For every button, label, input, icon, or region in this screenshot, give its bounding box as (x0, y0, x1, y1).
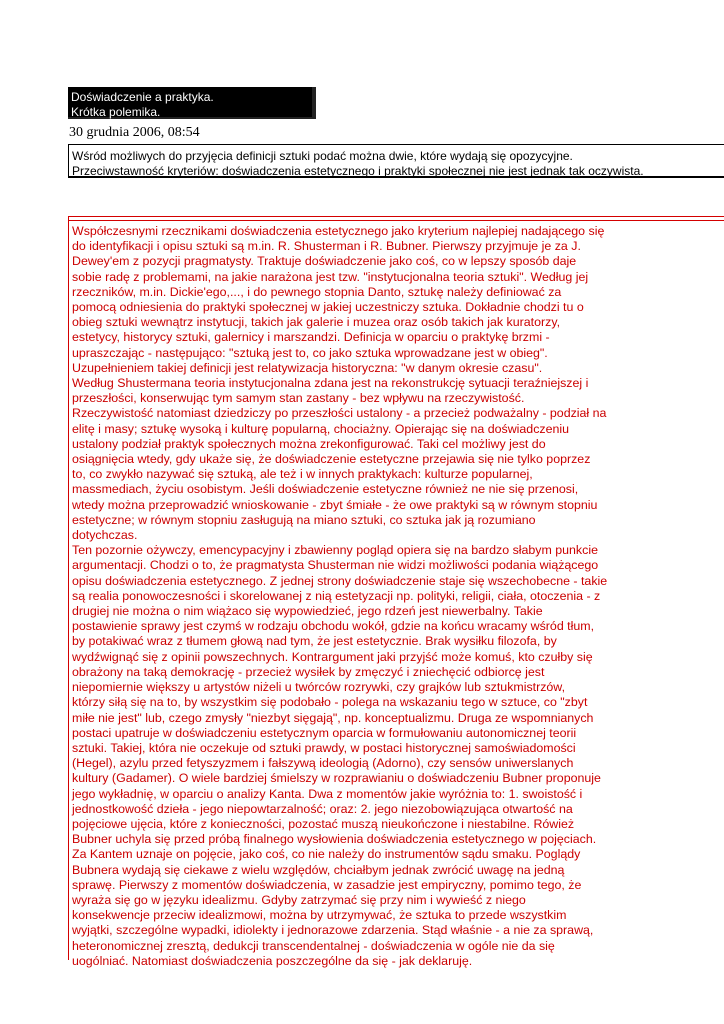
article-line: obrażony na taką demokrację - przecież wysiłek by zmęczyć i zniechęcić odbiorcę jest (72, 664, 545, 679)
article-line: argumentacji. Chodzi o to, że pragmatysta Shusterman nie widzi możliwości podania wiążącego (72, 558, 599, 573)
article-line: Dewey'em z pozycji pragmatysty. Traktuje doświadczenie jako coś, co w lepszy sposób daje (72, 254, 577, 269)
article-line: obieg sztuki wewnątrz instytucji, takich jak galerie i muzea oraz osób takich jak kuratorzy, (72, 315, 561, 330)
article-line: sobie radę z problemami, na jakie narażona jest tzw. "instytucjonalna teoria sztuki". Według jej (72, 269, 589, 284)
article-line: heteronomicznej zresztą, dedukcji transcendentalnej - doświadczenia w ogóle nie da się (72, 938, 555, 953)
intro-line: Wśród możliwych do przyjęcia definicji sztuki podać można dwie, które wydają się opozycyjne. (72, 149, 573, 163)
article-line: sztuki. Takiej, która nie oczekuje od sztuki prawdy, w postaci historycznej samoświadomości (72, 740, 576, 755)
article-line: jego wykładnię, w oparciu o analizy Kanta. Dwa z momentów jakie wyróżnia to: 1. swoistość i (72, 786, 583, 801)
article-line: postaci upatruje w doświadczeniu estetycznym oparcia w formułowaniu autonomicznej teorii (72, 725, 577, 740)
article-line: osiągnięcia wtedy, gdy ukaże się, że doświadczenie estetyczne przejawia się nie tylko poprzez (72, 452, 591, 467)
article-line: Bubner uchyla się przed próbą finalnego wysłowienia doświadczenia estetycznego w pojęciach. (72, 832, 597, 847)
article-line: Uzupełnieniem takiej definicji jest relatywizacja historyczna: "w danym okresie czasu". (72, 360, 543, 375)
article-line: (Hegel), azylu przed fetyszyzmem i fałszywą ideologią (Adorno), czy sensów uniwerslanych (72, 756, 574, 771)
article-line: Według Shustermana teoria instytucjonalna zdana jest na rekonstrukcję sytuacji teraźniejszej i (72, 376, 589, 391)
article-line: uogólniać. Natomiast doświadczenia poszczególne da się - jak deklaruję. (72, 953, 473, 968)
article-title-line-1: Doświadczenie a praktyka. (71, 90, 214, 104)
article-line: Ten pozornie ożywczy, emencypacyjny i zbawienny pogląd opiera się na bardzo słabym punkcie (72, 543, 598, 558)
article-line: Bubnera wydają się ciekawe z wielu względów, chciałbym jednak zwrócić uwagę na jedną (72, 862, 565, 877)
article-title-box (68, 87, 316, 119)
article-body-box (68, 216, 724, 968)
article-line: postawienie sprawy jest czymś w rodzaju obchodu wokół, gdzie na końcu wracamy wśród tłum, (72, 619, 595, 634)
article-line: wyraża się go w języku idealizmu. Gdyby zatrzymać się przy nim i wywieść z niego (72, 892, 526, 907)
article-line: przeszłości, konserwując tym samym stan zastany - bez wpływu na rzeczywistość. (72, 391, 525, 406)
article-line: to, co zwykło nazywać się sztuką, ale też i w innych praktykach: kulturze popularnej, (72, 467, 533, 482)
article-line: ustalony podział praktyk społecznych można zrekonfigurować. Taki cel możliwy jest do (72, 436, 546, 451)
article-line: estetyczne; w równym stopniu zasługują na miano sztuki, co sztuka jak ją rozumiano (72, 512, 536, 527)
article-line: opisu doświadczenia estetycznego. Z jednej strony doświadczenie staje się wszechobecne - takie (72, 573, 608, 588)
article-line: wydźwignąć się z opinii powszechnych. Kontrargument jaki przyjść może komuś, kto czułby się (72, 649, 593, 664)
intro-line: Przeciwstawność kryteriów: doświadczenia estetycznego i praktyki społecznej nie jest jednak tak oczywista. (72, 163, 644, 178)
publication-date: 30 grudnia 2006, 08:54 (69, 125, 200, 140)
article-line: pomocą odniesienia do praktyki społecznej w jakiej uczestniczy sztuka. Dokładnie chodzi tu o (72, 300, 584, 315)
article-line: konsekwencje przeciw idealizmowi, można by utrzymywać, że sztuka to przede wszystkim (72, 908, 567, 923)
article-line: drugiej nie można o nim wiążaco się wypowiedzieć, jego rdzeń jest niewerbalny. Takie (72, 604, 543, 619)
article-line: Za Kantem uznaje on pojęcie, jako coś, co nie należy do instrumentów sądu smaku. Poglądy (72, 847, 581, 862)
article-line: massmediach, życiu osobistym. Jeśli doświadczenie estetyczne również ne nie się przenosi, (72, 482, 579, 497)
article-line: są realia ponowoczesności i skorelowanej z nią estetyzacji np. polityki, religii, ciała, otoczenia - z (72, 588, 601, 603)
article-line: elitę i masy; sztukę wysoką i kulturę popularną, chociażny. Opierając się na doświadczeniu (72, 421, 570, 436)
article-line: pojęciowe ujęcia, które z konieczności, pozostać muszą nieukończone i niestabilne. Rówież (72, 816, 575, 831)
article-line: którzy siłą się na to, by wszystkim się podobało - polega na wskazaniu tego w sztuce, co "zbyt (72, 695, 588, 710)
article-line: miłe nie jest" lub, czego zmysły "niezbyt sięgają", np. konceptualizmu. Druga ze wspomnianych (72, 710, 594, 725)
article-line: wtedy można przeprowadzić wnioskowanie - zbyt śmiałe - że owe praktyki są w równym stopniu (72, 497, 598, 512)
article-line: wyjątki, szczególne wypadki, idiolekty i jednorazowe zdarzenia. Stąd właśnie - a nie za sprawą, (72, 923, 594, 938)
article-line: Rzeczywistość natomiast dziedziczy po przeszłości ustalony - a przecież podważalny - podział na (72, 406, 607, 421)
article-line: upraszczając - następująco: "sztuką jest to, co jako sztuka wprowadzane jest w obieg". (72, 345, 548, 360)
article-line: Współczesnymi rzecznikami doświadczenia estetycznego jako kryterium najlepiej nadającego się (72, 224, 605, 238)
article-line: jednostkowość dzieła - jego niepowtarzalność; oraz: 2. jego niezobowiązująca otwartość na (72, 801, 573, 816)
article-title-line-2: Krótka polemika. (71, 105, 161, 119)
article-line: estetycy, historycy sztuki, galernicy i marszandzi. Definicja w oparciu o praktykę brzmi - (72, 330, 550, 345)
article-line: dotychczas. (72, 528, 138, 543)
article-line: rzeczników, m.in. Dickie'ego,..., i do pewnego stopnia Danto, sztukę należy definiować za (72, 284, 562, 299)
article-body-text (72, 224, 672, 969)
article-line: do identyfikacji i opisu sztuki są m.in. R. Shusterman i R. Bubner. Pierwszy przyjmuje je za J. (72, 239, 581, 254)
article-line: kultury (Gadamer). O wiele bardziej śmielszy w rozprawianiu o doświadczeniu Bubner proponuje (72, 771, 601, 786)
article-line: niepomiernie większy u artystów niżeli u twórców rozrywki, czy grajków lub sztukmistrzów, (72, 680, 566, 695)
intro-box (68, 144, 724, 178)
article-line: sprawę. Pierwszy z momentów doświadczenia, w zasadzie jest empiryczny, pomimo tego, że (72, 877, 582, 892)
article-line: by potakiwać wraz z tłumem głową nad tym, że jest estetycznie. Brak wysiłku filozofa, by (72, 634, 557, 649)
